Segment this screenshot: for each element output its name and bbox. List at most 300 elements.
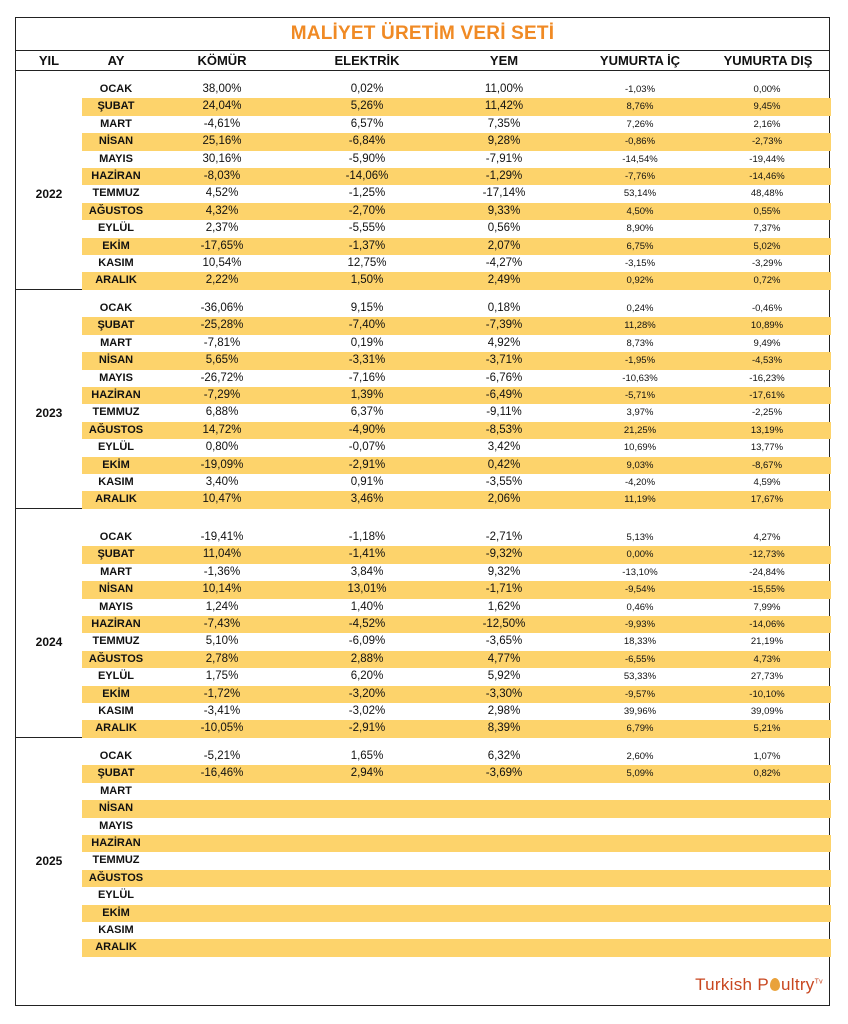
cell-yumurta-dis [712,783,822,800]
cell-yem: 3,42% [487,441,521,454]
cell-yumurta-ic: 5,13% [626,532,654,543]
cell-month: MAYIS [99,371,133,384]
cell-elektrik: 1,65% [350,750,384,762]
cell-yem [454,852,554,869]
cell-yem: -12,50% [482,618,526,630]
cell-yumurta-ic: 6,75% [626,240,654,252]
header-komur: KÖMÜR [197,53,247,68]
table-row [82,818,831,835]
cell-month: TEMMUZ [92,854,140,867]
cell-month: HAZİRAN [91,389,141,401]
cell-yem [454,870,554,887]
cell-yumurta-ic: -10,63% [622,372,658,384]
cell-month: EKİM [102,687,130,700]
cell-month: OCAK [99,302,133,314]
year-label: 2023 [35,406,63,421]
cell-yumurta-ic: 6,79% [626,723,654,735]
table-row [82,116,831,133]
cell-yem: -7,39% [485,319,523,332]
cell-komur: 5,10% [205,635,239,648]
cell-yumurta-ic: 8,90% [626,223,654,235]
cell-komur: -36,06% [200,302,244,314]
cell-yumurta-ic: 53,14% [623,188,657,200]
cell-elektrik: 13,01% [347,583,387,596]
cell-yumurta-ic: 5,09% [626,768,654,780]
cell-komur: 6,88% [205,406,239,419]
cell-yem: 0,42% [487,458,521,471]
table-row [82,457,831,474]
cell-yem [454,905,554,922]
cell-yem: 7,35% [487,117,521,130]
cell-yem: 8,39% [487,722,521,735]
cell-month: NİSAN [98,583,134,596]
cell-yem: -3,65% [485,635,523,648]
cell-yem: 4,77% [487,652,521,665]
header-year: YIL [38,53,60,68]
cell-yumurta-dis: 10,89% [750,320,784,332]
cell-komur: 4,32% [205,204,239,217]
cell-komur [172,800,272,817]
year-label: 2025 [35,854,63,869]
cell-komur: -10,05% [200,722,244,735]
cell-elektrik: -0,07% [348,441,386,454]
cell-yumurta-dis [712,800,822,817]
table-row [82,599,831,616]
cell-month: OCAK [99,750,133,762]
table-row [82,686,831,703]
cell-yem: 2,49% [487,274,521,287]
cell-yumurta-dis: 1,07% [753,751,781,762]
cell-yem: -1,29% [485,170,523,182]
cell-komur: -4,61% [203,117,241,130]
cell-elektrik: 6,37% [350,406,384,419]
cell-month: EYLÜL [97,670,135,683]
cell-komur: 24,04% [202,100,242,113]
cell-month: EKİM [102,239,130,252]
cell-elektrik: -4,52% [348,618,386,630]
cell-yem [454,800,554,817]
table-row [82,439,831,456]
table-row [82,133,831,150]
table-row [82,835,831,852]
cell-yem [454,818,554,835]
cell-yumurta-ic: 39,96% [623,706,657,717]
cell-yumurta-dis [712,939,822,956]
cell-month: NİSAN [98,354,134,367]
cell-month: MAYIS [99,819,133,832]
cell-elektrik: -2,91% [348,458,386,471]
cell-elektrik: -7,40% [348,319,386,332]
cell-yumurta-ic: -1,95% [624,355,656,367]
cell-month: AĞUSTOS [88,423,144,436]
cell-yem: 9,32% [487,565,521,578]
cell-komur: 25,16% [202,135,242,148]
table-row [82,151,831,168]
table-row [82,887,831,904]
cell-month: KASIM [98,476,134,488]
cell-komur: -1,36% [203,565,241,578]
cell-komur [172,835,272,852]
cell-elektrik: 1,50% [350,274,384,287]
table-row [82,474,831,491]
cell-month: HAZİRAN [91,837,141,849]
cell-month: AĞUSTOS [88,871,144,884]
cell-komur: -7,43% [203,618,241,630]
cell-komur [172,905,272,922]
cell-month: MART [100,784,132,797]
table-row [82,633,831,650]
table-row [82,800,831,817]
cell-elektrik: 5,26% [350,100,384,113]
table-row [82,317,831,334]
cell-elektrik [317,800,417,817]
data-table-frame [15,17,830,1006]
cell-yumurta-ic: 3,97% [626,407,654,419]
cell-yumurta-dis: 21,19% [750,636,784,648]
cell-komur: 1,75% [205,670,239,683]
cell-month: ŞUBAT [97,767,135,780]
cell-yumurta-dis [712,870,822,887]
cell-elektrik: -1,37% [348,239,386,252]
cell-komur [172,887,272,904]
cell-yumurta-ic: 8,73% [626,337,654,349]
cell-month: EYLÜL [97,441,135,454]
cell-yem: -17,14% [482,187,526,200]
header-yumurta-dis: YUMURTA DIŞ [723,53,813,68]
table-row [82,238,831,255]
cell-elektrik: 3,84% [350,565,384,578]
table-row [82,255,831,272]
table-row [82,81,831,98]
table-row [82,748,831,765]
cell-yem: -2,71% [485,531,523,543]
cell-yumurta-dis: 13,19% [750,424,784,436]
cell-yumurta-ic [590,887,690,904]
table-row [82,370,831,387]
cell-yem: -8,53% [485,423,523,436]
cell-yumurta-ic: -14,54% [622,153,658,165]
table-row [82,765,831,782]
egg-icon [770,978,780,991]
table-row [82,404,831,421]
cell-month: OCAK [99,83,133,95]
cell-komur: -19,41% [200,531,244,543]
cell-yumurta-ic: 10,69% [623,442,657,454]
cell-yem [454,939,554,956]
cell-yumurta-ic: 0,46% [626,601,654,613]
table-row [82,335,831,352]
cell-elektrik: 3,46% [350,493,384,506]
table-row [82,783,831,800]
cell-yumurta-ic [590,922,690,939]
cell-komur: 10,54% [202,257,242,269]
cell-elektrik: -3,20% [348,687,386,700]
cell-yem: 2,98% [487,705,521,717]
cell-elektrik [317,870,417,887]
cell-komur: 11,04% [202,548,242,561]
cell-month: HAZİRAN [91,618,141,630]
header-yem: YEM [489,53,519,68]
cell-yumurta-ic: -1,03% [624,84,656,95]
cell-yumurta-ic [590,800,690,817]
cell-yem: 1,62% [487,600,521,613]
cell-elektrik: -3,02% [348,705,386,717]
cell-komur: 4,52% [205,187,239,200]
cell-komur: -5,21% [203,750,241,762]
cell-yumurta-ic: -9,93% [624,619,656,630]
cell-yumurta-ic: 0,24% [626,303,654,314]
cell-month: MART [100,117,132,130]
cell-yumurta-ic: -0,86% [624,136,656,148]
cell-yem: -9,11% [486,406,522,419]
cell-month: MART [100,565,132,578]
cell-month: KASIM [98,924,134,936]
cell-elektrik: 1,40% [350,600,384,613]
cell-elektrik: 1,39% [350,389,384,401]
cell-yumurta-dis: 4,27% [753,532,781,543]
table-row [82,651,831,668]
cell-elektrik: -3,31% [348,354,386,367]
cell-yem: 0,18% [487,302,521,314]
cell-yumurta-ic: -9,57% [624,688,656,700]
table-row [82,387,831,404]
cell-month: NİSAN [98,135,134,148]
table-row [82,352,831,369]
cell-yem: -3,69% [485,767,523,780]
cell-yumurta-dis: -3,29% [751,258,783,269]
cell-komur [172,939,272,956]
cell-komur: 2,37% [205,222,239,235]
cell-yumurta-dis: -0,46% [751,303,783,314]
cell-yem: 9,28% [487,135,521,148]
cell-yumurta-ic [590,835,690,852]
cell-yumurta-ic: -6,55% [624,653,656,665]
cell-yem [454,887,554,904]
table-row [82,905,831,922]
cell-month: ŞUBAT [97,100,135,113]
cell-yem [454,922,554,939]
table-row [82,185,831,202]
cell-yem: -7,91% [485,152,523,165]
table-row [82,220,831,237]
table-row [82,491,831,508]
year-block-2023 [16,290,829,509]
table-row [82,203,831,220]
cell-month: TEMMUZ [92,635,140,648]
table-row [82,98,831,115]
cell-yumurta-ic: 11,19% [624,494,656,506]
table-row [82,668,831,685]
cell-komur: -25,28% [200,319,244,332]
cell-yem [454,835,554,852]
cell-elektrik: 0,02% [350,83,384,95]
cell-elektrik: -2,70% [348,204,386,217]
cell-elektrik: -1,25% [348,187,386,200]
cell-elektrik [317,939,417,956]
cell-elektrik: -14,06% [345,170,389,182]
cell-month: EKİM [102,906,130,919]
cell-yumurta-ic: 0,92% [626,275,654,287]
turkish-poultry-logo: Turkish P ultry$^{Tv}$ [695,975,823,994]
table-row [82,529,831,546]
cell-elektrik: -6,84% [348,135,386,148]
cell-yumurta-dis: 7,99% [753,601,781,613]
cell-elektrik [317,852,417,869]
cell-month: KASIM [98,705,134,717]
cell-komur [172,922,272,939]
cell-yumurta-dis: -24,84% [749,566,785,578]
cell-yumurta-dis [712,905,822,922]
cell-yumurta-ic: -7,76% [624,171,656,182]
cell-yem: 2,07% [487,239,521,252]
cell-elektrik [317,818,417,835]
cell-komur: -7,81% [203,336,241,349]
cell-elektrik: 9,15% [350,302,384,314]
cell-yumurta-dis: 4,73% [753,653,781,665]
cell-yumurta-ic [590,783,690,800]
cell-yem: 9,33% [487,204,521,217]
cell-yumurta-dis: 48,48% [750,188,784,200]
cell-month: ARALIK [95,493,137,506]
cell-komur: 14,72% [202,423,242,436]
cell-month: EYLÜL [97,889,135,902]
cell-yumurta-dis: 0,82% [753,768,781,780]
cell-elektrik [317,783,417,800]
cell-month: AĞUSTOS [88,204,144,217]
cell-yumurta-dis [712,852,822,869]
cell-elektrik: -6,09% [348,635,386,648]
cell-yem: -3,30% [485,687,523,700]
cell-yem: 4,92% [487,336,521,349]
table-row [82,870,831,887]
table-row [82,720,831,737]
cell-yumurta-ic [590,852,690,869]
cell-yumurta-dis: 5,02% [753,240,781,252]
cell-yumurta-ic: -4,20% [624,477,656,488]
cell-yem: -3,55% [485,476,523,488]
cell-komur: 3,40% [205,476,239,488]
table-row [82,168,831,185]
cell-elektrik: 0,19% [350,336,384,349]
table-row [82,564,831,581]
cell-komur [172,818,272,835]
cell-yumurta-dis: -4,53% [751,355,783,367]
cell-month: NİSAN [98,802,134,815]
year-block-2025 [16,738,829,983]
cell-yumurta-dis: -16,23% [749,372,785,384]
cell-month: TEMMUZ [92,406,140,419]
cell-month: ARALIK [95,722,137,735]
cell-yumurta-dis: -2,73% [751,136,783,148]
cell-yumurta-ic [590,818,690,835]
cell-elektrik [317,835,417,852]
table-row [82,272,831,289]
cell-yumurta-ic: -5,71% [624,390,656,401]
table-row [82,300,831,317]
cell-month: EYLÜL [97,222,135,235]
cell-yumurta-ic: 53,33% [623,671,657,683]
cell-yem: -1,71% [485,583,523,596]
cell-yem: -4,27% [485,257,523,269]
cell-elektrik [317,922,417,939]
cell-elektrik: 6,57% [350,117,384,130]
cell-komur: -3,41% [203,705,241,717]
cell-elektrik: 6,20% [350,670,384,683]
cell-komur: 2,78% [205,652,239,665]
cell-yumurta-dis [712,887,822,904]
cell-elektrik [317,905,417,922]
cell-elektrik: -4,90% [348,423,386,436]
header-row [16,50,829,71]
cell-komur: 30,16% [202,152,242,165]
cell-yem: 2,06% [487,493,521,506]
cell-yumurta-ic: 8,76% [626,101,654,113]
cell-elektrik: -7,16% [348,371,386,384]
cell-yem: 5,92% [487,670,521,683]
cell-yumurta-ic [590,905,690,922]
cell-yumurta-dis: -17,61% [749,390,785,401]
cell-yumurta-ic: 4,50% [626,205,654,217]
cell-month: EKİM [102,458,130,471]
cell-yumurta-dis: 17,67% [750,494,784,506]
cell-month: KASIM [98,257,134,269]
cell-yumurta-ic: -9,54% [624,584,656,596]
cell-komur: 5,65% [205,354,239,367]
cell-yumurta-ic: -13,10% [622,566,658,578]
cell-yumurta-ic: 7,26% [626,118,654,130]
year-block-2024 [16,509,829,738]
cell-yumurta-dis: 0,00% [753,84,781,95]
cell-month: ŞUBAT [97,319,135,332]
cell-komur: 10,47% [202,493,242,506]
table-row [82,939,831,956]
cell-yumurta-dis: -12,73% [749,549,785,561]
cell-yumurta-dis: -15,55% [749,584,785,596]
cell-yumurta-dis [712,922,822,939]
cell-komur: -8,03% [203,170,241,182]
cell-yumurta-dis: 4,59% [753,477,781,488]
cell-komur: -19,09% [200,458,244,471]
cell-yumurta-dis: -8,67% [751,459,783,471]
cell-yumurta-dis: 2,16% [753,118,781,130]
header-month: AY [107,53,125,68]
cell-elektrik [317,887,417,904]
cell-yumurta-dis: 27,73% [750,671,784,683]
table-row [82,922,831,939]
cell-yumurta-dis: -14,46% [749,171,785,182]
cell-yumurta-ic [590,939,690,956]
cell-yumurta-dis: 13,77% [750,442,784,454]
year-label: 2024 [35,635,63,650]
cell-komur: 1,24% [205,600,239,613]
cell-komur [172,852,272,869]
cell-yumurta-dis [712,835,822,852]
table-row [82,616,831,633]
cell-yumurta-dis: -14,06% [749,619,785,630]
header-elektrik: ELEKTRİK [334,53,400,68]
cell-elektrik: -5,55% [348,222,386,235]
cell-yumurta-dis: 39,09% [750,706,784,717]
cell-elektrik: -5,90% [348,152,386,165]
cell-yumurta-dis: -10,10% [749,688,785,700]
cell-yumurta-dis: 9,45% [753,101,781,113]
cell-yumurta-dis: 7,37% [753,223,781,235]
cell-yumurta-ic: 11,28% [624,320,656,332]
cell-yumurta-ic: 18,33% [623,636,657,648]
cell-yem: -3,71% [485,354,523,367]
cell-komur: 0,80% [205,441,239,454]
cell-elektrik: -1,18% [348,531,386,543]
